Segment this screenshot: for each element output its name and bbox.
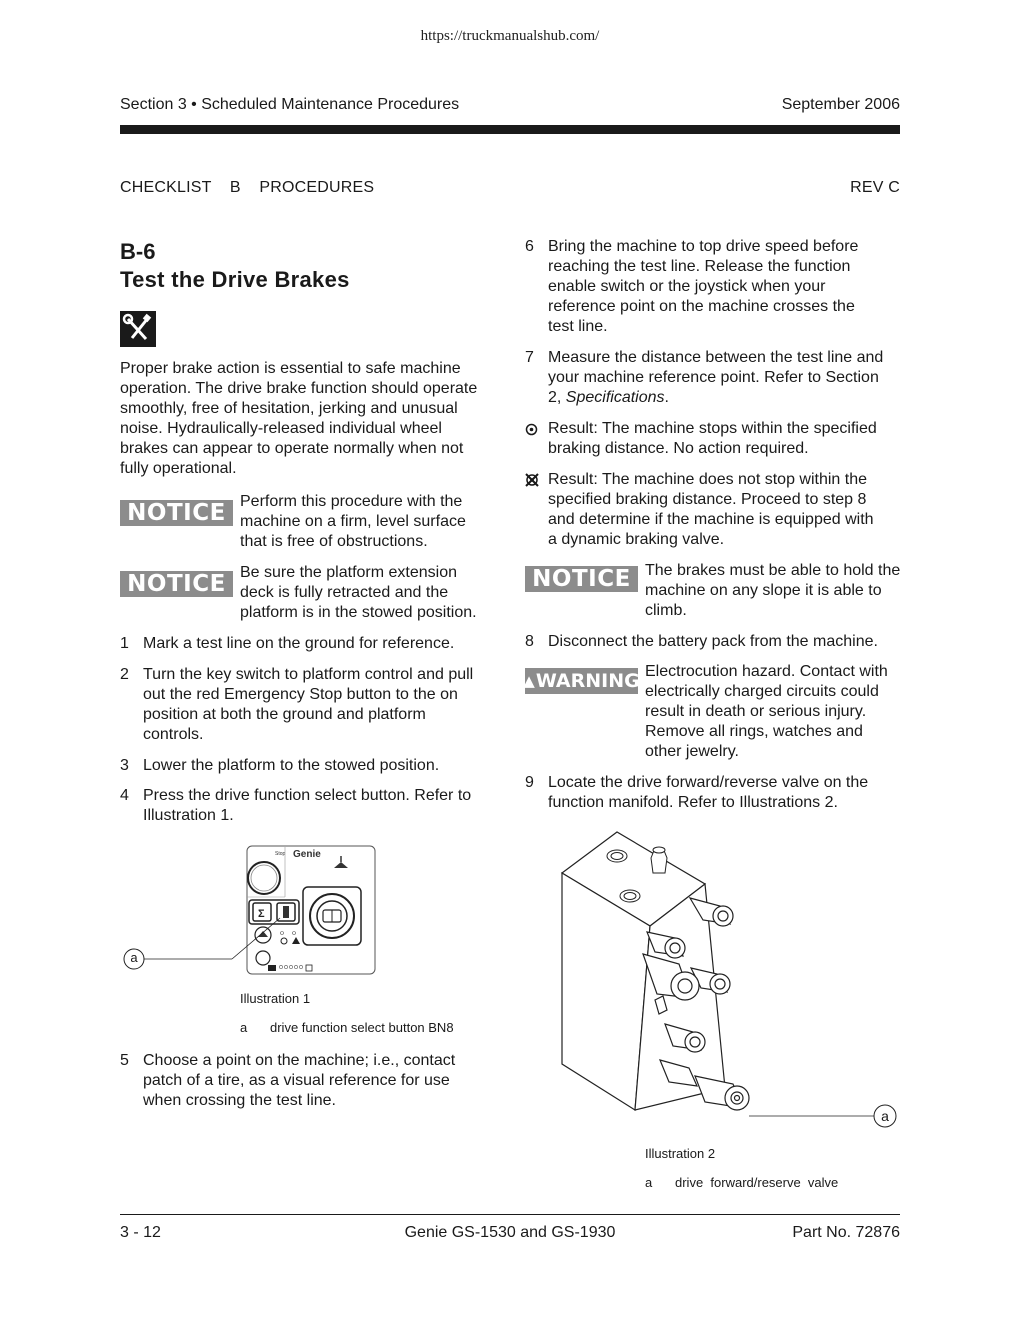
notice-badge: NOTICE [120, 500, 233, 526]
illustration-1-legend-letter: a [240, 1020, 248, 1035]
illustration-2-callout: a [881, 1108, 889, 1124]
source-url: https://truckmanualshub.com/ [420, 28, 600, 44]
fail-icon [525, 473, 539, 493]
illustration-2-legend-letter: a [645, 1175, 653, 1190]
footer-rule [120, 1214, 900, 1215]
procedure-title: Test the Drive Brakes [120, 267, 350, 292]
result-fail: Result: The machine does not stop within the specified braking distance. Proceed to step 8 and determine if the machine is equipped with a dynamic braking valve. [525, 470, 885, 550]
svg-text:Σ: Σ [258, 908, 265, 920]
step-2: 2 Turn the key switch to platform control and pull out the red Emergency Stop button to the on position at both the ground and platform controls. [120, 666, 474, 743]
notice-text: The brakes must be able to hold the machine on any slope it is able to climb. [645, 562, 901, 619]
procedure-code: B-6 [120, 239, 156, 264]
warning-text: Electrocution hazard. Contact with electrically charged circuits could result in death or serious injury. Remove all rings, watches and other jewelry. [645, 663, 888, 760]
warning-triangle-icon: ▲ [523, 672, 535, 690]
notice-text: Perform this procedure with the machine on a firm, level surface that is free of obstructions. [240, 493, 466, 550]
svg-text:Stop: Stop [275, 851, 286, 857]
model-name: Genie GS-1530 and GS-1930 [404, 1224, 616, 1241]
step-7: 7 Measure the distance between the test line and your machine reference point. Refer to Section 2, Specifications. [525, 349, 884, 406]
illustration-1-caption: Illustration 1 [240, 991, 311, 1006]
illustration-2-caption: Illustration 2 [645, 1146, 716, 1161]
illustration-2-legend-text: drive forward/reserve valve [675, 1175, 839, 1190]
checklist-label: CHECKLIST B PROCEDURES [120, 179, 375, 196]
step-5: 5 Choose a point on the machine; i.e., contact patch of a tire, as a visual reference for use when crossing the test line. [120, 1052, 456, 1109]
illustration-2-figure [555, 828, 905, 1133]
illustration-1-legend-text: drive function select button BN8 [270, 1020, 454, 1035]
tools-icon [120, 311, 156, 347]
step-4: 4 Press the drive function select button. Refer to Illustration 1. [120, 787, 472, 824]
svg-text:Genie: Genie [293, 849, 321, 860]
header-rule [120, 125, 900, 134]
step-1: 1 Mark a test line on the ground for reference. [120, 635, 455, 652]
notice-badge: NOTICE [525, 566, 638, 592]
notice-badge: NOTICE [120, 571, 233, 597]
part-number: Part No. 72876 [792, 1224, 900, 1241]
intro-paragraph: Proper brake action is essential to safe machine operation. The drive brake function should operate smoothly, free of hesitation, jerking and unusual noise. Hydraulically-released individual wheel brakes can appear to operate normally when not fully operational. [120, 360, 478, 477]
step-3: 3 Lower the platform to the stowed position. [120, 757, 440, 774]
warning-badge: ▲ WARNING [523, 670, 640, 692]
illustration-1-figure [120, 842, 382, 978]
illustration-1-callout: a [130, 950, 138, 965]
notice-text: Be sure the platform extension deck is fully retracted and the platform is in the stowed position. [240, 564, 477, 621]
step-6: 6 Bring the machine to top drive speed before reaching the test line. Release the function enable switch or the joystick when your reference point on the machine crosses the test line. [525, 238, 859, 335]
step-8: 8 Disconnect the battery pack from the machine. [525, 633, 878, 650]
pass-icon [525, 422, 538, 442]
header-section: Section 3 • Scheduled Maintenance Procedures [120, 96, 460, 113]
header-date: September 2006 [781, 96, 900, 113]
step-9: 9 Locate the drive forward/reverse valve on the function manifold. Refer to Illustrations 2. [525, 774, 869, 811]
page-number: 3 - 12 [120, 1224, 161, 1241]
result-pass: Result: The machine stops within the specified braking distance. No action required. [525, 419, 895, 459]
revision-label: REV C [850, 179, 900, 196]
